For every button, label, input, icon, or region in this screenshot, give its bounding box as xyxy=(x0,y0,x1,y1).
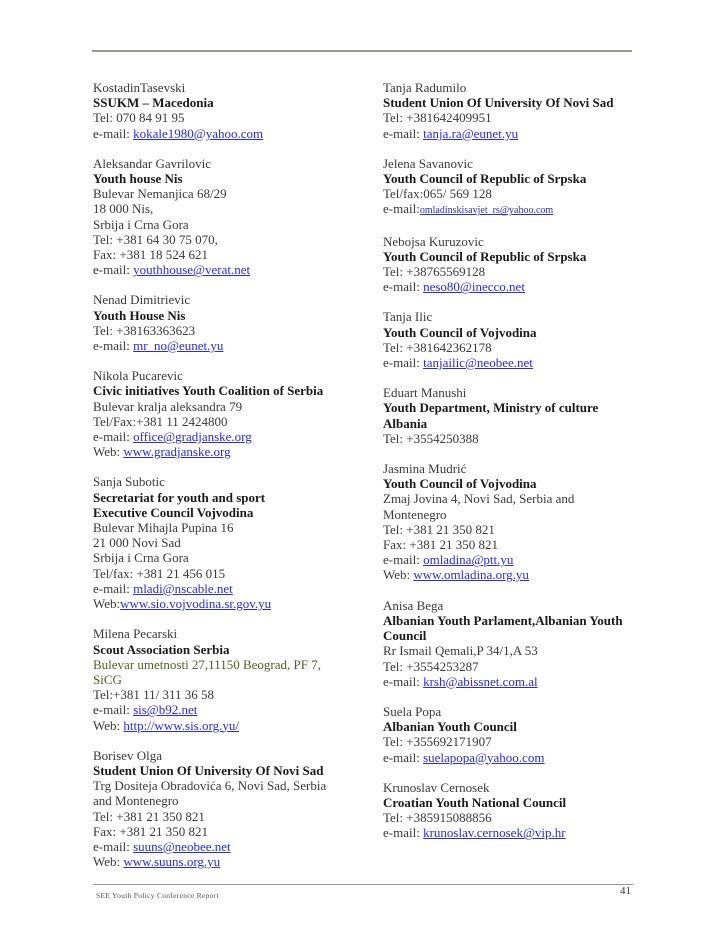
email-link[interactable]: tanja.ra@eunet.yu xyxy=(423,125,519,141)
email-link[interactable]: tanjailic@neobee.net xyxy=(423,355,533,371)
email-link[interactable]: neso80@inecco.net xyxy=(423,279,525,295)
email-link[interactable]: mladi@nscable.net xyxy=(133,580,233,596)
contact-detail: 21 000 Novi Sad xyxy=(93,535,181,551)
web-label: Web: xyxy=(93,717,124,733)
web-line xyxy=(93,854,368,869)
contact-name: Milena Pecarski xyxy=(93,626,178,642)
organization-name: Youth Department, Ministry of culture xyxy=(383,400,599,416)
contact-entry xyxy=(383,385,633,446)
email-link[interactable]: youthhouse@verat.net xyxy=(133,262,251,278)
organization-name: Secretariat for youth and sport xyxy=(93,489,266,505)
organization-name: Youth Council of Republic of Srpska xyxy=(383,248,587,264)
contact-detail: Tel: +381 64 30 75 070, xyxy=(93,231,218,247)
contact-name: Nenad Dimitrievic xyxy=(93,292,191,308)
contact-entry xyxy=(93,80,368,141)
email-label: e-mail: xyxy=(93,580,134,596)
email-link[interactable]: mr_no@eunet.yu xyxy=(133,338,224,354)
email-link[interactable]: omladina@ptt.yu xyxy=(423,552,514,568)
email-line xyxy=(383,201,633,218)
contact-detail: Tel/Fax:+381 11 2424800 xyxy=(93,413,228,429)
contact-detail: Tel: +385915088856 xyxy=(383,810,492,826)
email-label: e-mail: xyxy=(383,355,424,371)
web-link[interactable]: www.gradjanske.org xyxy=(123,444,231,460)
contact-detail: Tel: +355692171907 xyxy=(383,734,492,750)
contact-detail: Tel: 070 84 91 95 xyxy=(93,110,185,126)
contact-detail: Rr Ismail Qemali,P 34/1,A 53 xyxy=(383,643,538,659)
contact-name: Nebojsa Kuruzovic xyxy=(383,233,484,249)
contact-entry xyxy=(383,156,633,219)
contact-detail: Srbija i Crna Gora xyxy=(93,550,189,566)
footer-rule xyxy=(93,884,633,885)
contact-entry xyxy=(383,80,633,141)
contact-entry xyxy=(93,292,368,353)
contact-name: Jelena Savanovic xyxy=(383,155,473,171)
contact-detail: Tel: +3554253287 xyxy=(383,658,479,674)
contact-detail: Tel: +38765569128 xyxy=(383,264,486,280)
contact-detail: Tel: +38163363623 xyxy=(93,322,196,338)
contact-detail: Tel: +381 21 350 821 xyxy=(93,808,205,824)
web-link[interactable]: www.suuns.org.yu xyxy=(123,854,221,870)
email-link[interactable]: omladinskisavjet_rs@yahoo.com xyxy=(419,205,554,217)
organization-name: Youth Council of Vojvodina xyxy=(383,324,537,340)
contact-name: Tanja Radumilo xyxy=(383,80,467,95)
email-line xyxy=(93,702,368,717)
email-label: e-mail: xyxy=(383,749,424,765)
contact-detail: SiCG xyxy=(93,671,122,687)
contact-name: Aleksandar Gavrilovic xyxy=(93,155,212,171)
email-line xyxy=(93,839,368,854)
email-line xyxy=(383,126,633,141)
web-line xyxy=(383,567,633,582)
contact-entry xyxy=(383,780,633,841)
web-label: Web: xyxy=(93,444,124,460)
contact-detail: Zmaj Jovina 4, Novi Sad, Serbia and xyxy=(383,491,575,507)
email-line xyxy=(383,674,633,689)
contact-detail: Fax: +381 18 524 621 xyxy=(93,247,208,263)
contact-column-right xyxy=(383,80,633,856)
email-link[interactable]: suuns@neobee.net xyxy=(133,838,231,854)
page-number: 41 xyxy=(620,885,631,897)
contact-name: Sanja Subotic xyxy=(93,474,165,490)
contact-detail: Tel: +381642362178 xyxy=(383,339,492,355)
contact-name: KostadinTasevski xyxy=(93,80,186,95)
email-label: e-mail: xyxy=(383,201,420,217)
contact-name: Krunoslav Cernosek xyxy=(383,779,490,795)
organization-name: Youth Council of Vojvodina xyxy=(383,476,537,492)
contact-detail: Tel: +381 21 350 821 xyxy=(383,521,495,537)
email-line xyxy=(93,581,368,596)
organization-name: Albanian Youth Council xyxy=(383,719,517,735)
email-line xyxy=(93,126,368,141)
email-label: e-mail: xyxy=(93,262,134,278)
email-label: e-mail: xyxy=(383,552,424,568)
email-line xyxy=(383,355,633,370)
contact-detail: Bulevar Nemanjica 68/29 xyxy=(93,186,227,202)
contact-entry xyxy=(383,704,633,765)
header-rule xyxy=(92,50,632,52)
web-label: Web: xyxy=(93,854,124,870)
email-line xyxy=(383,750,633,765)
contact-detail: 18 000 Nis, xyxy=(93,201,154,217)
contact-detail: Trg Dositeja Obradovića 6, Novi Sad, Serbia xyxy=(93,778,327,794)
email-label: e-mail: xyxy=(93,838,134,854)
organization-name: Youth House Nis xyxy=(93,307,186,323)
contact-name: Jasmina Mudrić xyxy=(383,461,467,477)
email-link[interactable]: suelapopa@yahoo.com xyxy=(423,749,545,765)
email-label: e-mail: xyxy=(93,702,134,718)
contact-entry xyxy=(383,309,633,370)
email-line xyxy=(93,262,368,277)
email-line xyxy=(93,429,368,444)
contact-entry xyxy=(93,748,368,870)
email-link[interactable]: office@gradjanske.org xyxy=(133,429,252,445)
contact-detail: Fax: +381 21 350 821 xyxy=(93,823,208,839)
email-line xyxy=(383,552,633,567)
web-line xyxy=(93,596,368,611)
organization-name: Civic initiatives Youth Coalition of Serbia xyxy=(93,383,324,399)
organization-name: Youth house Nis xyxy=(93,171,183,187)
contact-detail: Montenegro xyxy=(383,506,447,522)
organization-name: Student Union Of University Of Novi Sad xyxy=(383,95,614,111)
email-link[interactable]: sis@b92.net xyxy=(133,702,198,718)
contact-detail: Fax: +381 21 350 821 xyxy=(383,537,498,553)
organization-name: Council xyxy=(383,628,427,644)
contact-entry xyxy=(93,474,368,611)
email-line xyxy=(93,338,368,353)
contact-entry xyxy=(383,461,633,583)
web-line xyxy=(93,444,368,459)
email-label: e-mail: xyxy=(383,125,424,141)
organization-name: Youth Council of Republic of Srpska xyxy=(383,171,587,187)
contact-detail: Tel: +3554250388 xyxy=(383,430,479,446)
contact-name: Anisa Bega xyxy=(383,597,444,613)
contact-detail: Srbija i Crna Gora xyxy=(93,216,189,232)
contact-detail: and Montenegro xyxy=(93,793,179,809)
web-label: Web: xyxy=(383,567,414,583)
contact-entry xyxy=(383,598,633,689)
email-label: e-mail: xyxy=(93,429,134,445)
contact-name: Eduart Manushi xyxy=(383,385,467,401)
email-label: e-mail: xyxy=(93,125,134,141)
contact-detail: Bulevar Mihajla Pupina 16 xyxy=(93,520,234,536)
contact-entry xyxy=(383,234,633,295)
organization-name: Albanian Youth Parlament,Albanian Youth xyxy=(383,612,623,628)
web-link[interactable]: www.omladina.org.yu xyxy=(413,567,529,583)
footer-title: SEE Youth Policy Conference Report xyxy=(96,891,219,900)
email-label: e-mail: xyxy=(93,338,134,354)
contact-name: Nikola Pucarevic xyxy=(93,368,183,384)
contact-detail: Tel/fax: +381 21 456 015 xyxy=(93,565,226,581)
contact-entry xyxy=(93,156,368,278)
contact-name: Tanja Ilic xyxy=(383,309,433,325)
web-link[interactable]: http://www.sis.org.yu/ xyxy=(123,717,239,733)
contact-entry xyxy=(93,626,368,732)
contact-detail: Bulevar kralja aleksandra 79 xyxy=(93,398,243,414)
email-label: e-mail: xyxy=(383,279,424,295)
contact-detail: Tel:+381 11/ 311 36 58 xyxy=(93,687,215,703)
contact-name: Borisev Olga xyxy=(93,747,162,763)
organization-name: Albania xyxy=(383,415,428,431)
email-link[interactable]: krsh@abissnet.com.al xyxy=(423,673,538,689)
web-link[interactable]: www.sio.vojvodina.sr.gov.yu xyxy=(120,596,272,612)
organization-name: Croatian Youth National Council xyxy=(383,794,567,810)
contact-detail: Bulevar umetnosti 27,11150 Beograd, PF 7, xyxy=(93,656,321,672)
email-link[interactable]: krunoslav.cernosek@vip.hr xyxy=(423,825,566,841)
organization-name: Executive Council Vojvodina xyxy=(93,504,254,520)
contact-detail: Tel: +381642409951 xyxy=(383,110,492,126)
organization-name: Student Union Of University Of Novi Sad xyxy=(93,762,324,778)
contact-name: Suela Popa xyxy=(383,703,442,719)
email-link[interactable]: kokale1980@yahoo.com xyxy=(133,125,264,141)
organization-name: SSUKM – Macedonia xyxy=(93,95,214,111)
contact-column-left xyxy=(93,80,368,884)
email-label: e-mail: xyxy=(383,673,424,689)
web-line xyxy=(93,718,368,733)
contact-detail: Tel/fax:065/ 569 128 xyxy=(383,186,492,202)
contact-entry xyxy=(93,368,368,459)
organization-name: Scout Association Serbia xyxy=(93,641,230,657)
web-label: Web: xyxy=(93,596,121,612)
email-label: e-mail: xyxy=(383,825,424,841)
email-line xyxy=(383,279,633,294)
email-line xyxy=(383,825,633,840)
